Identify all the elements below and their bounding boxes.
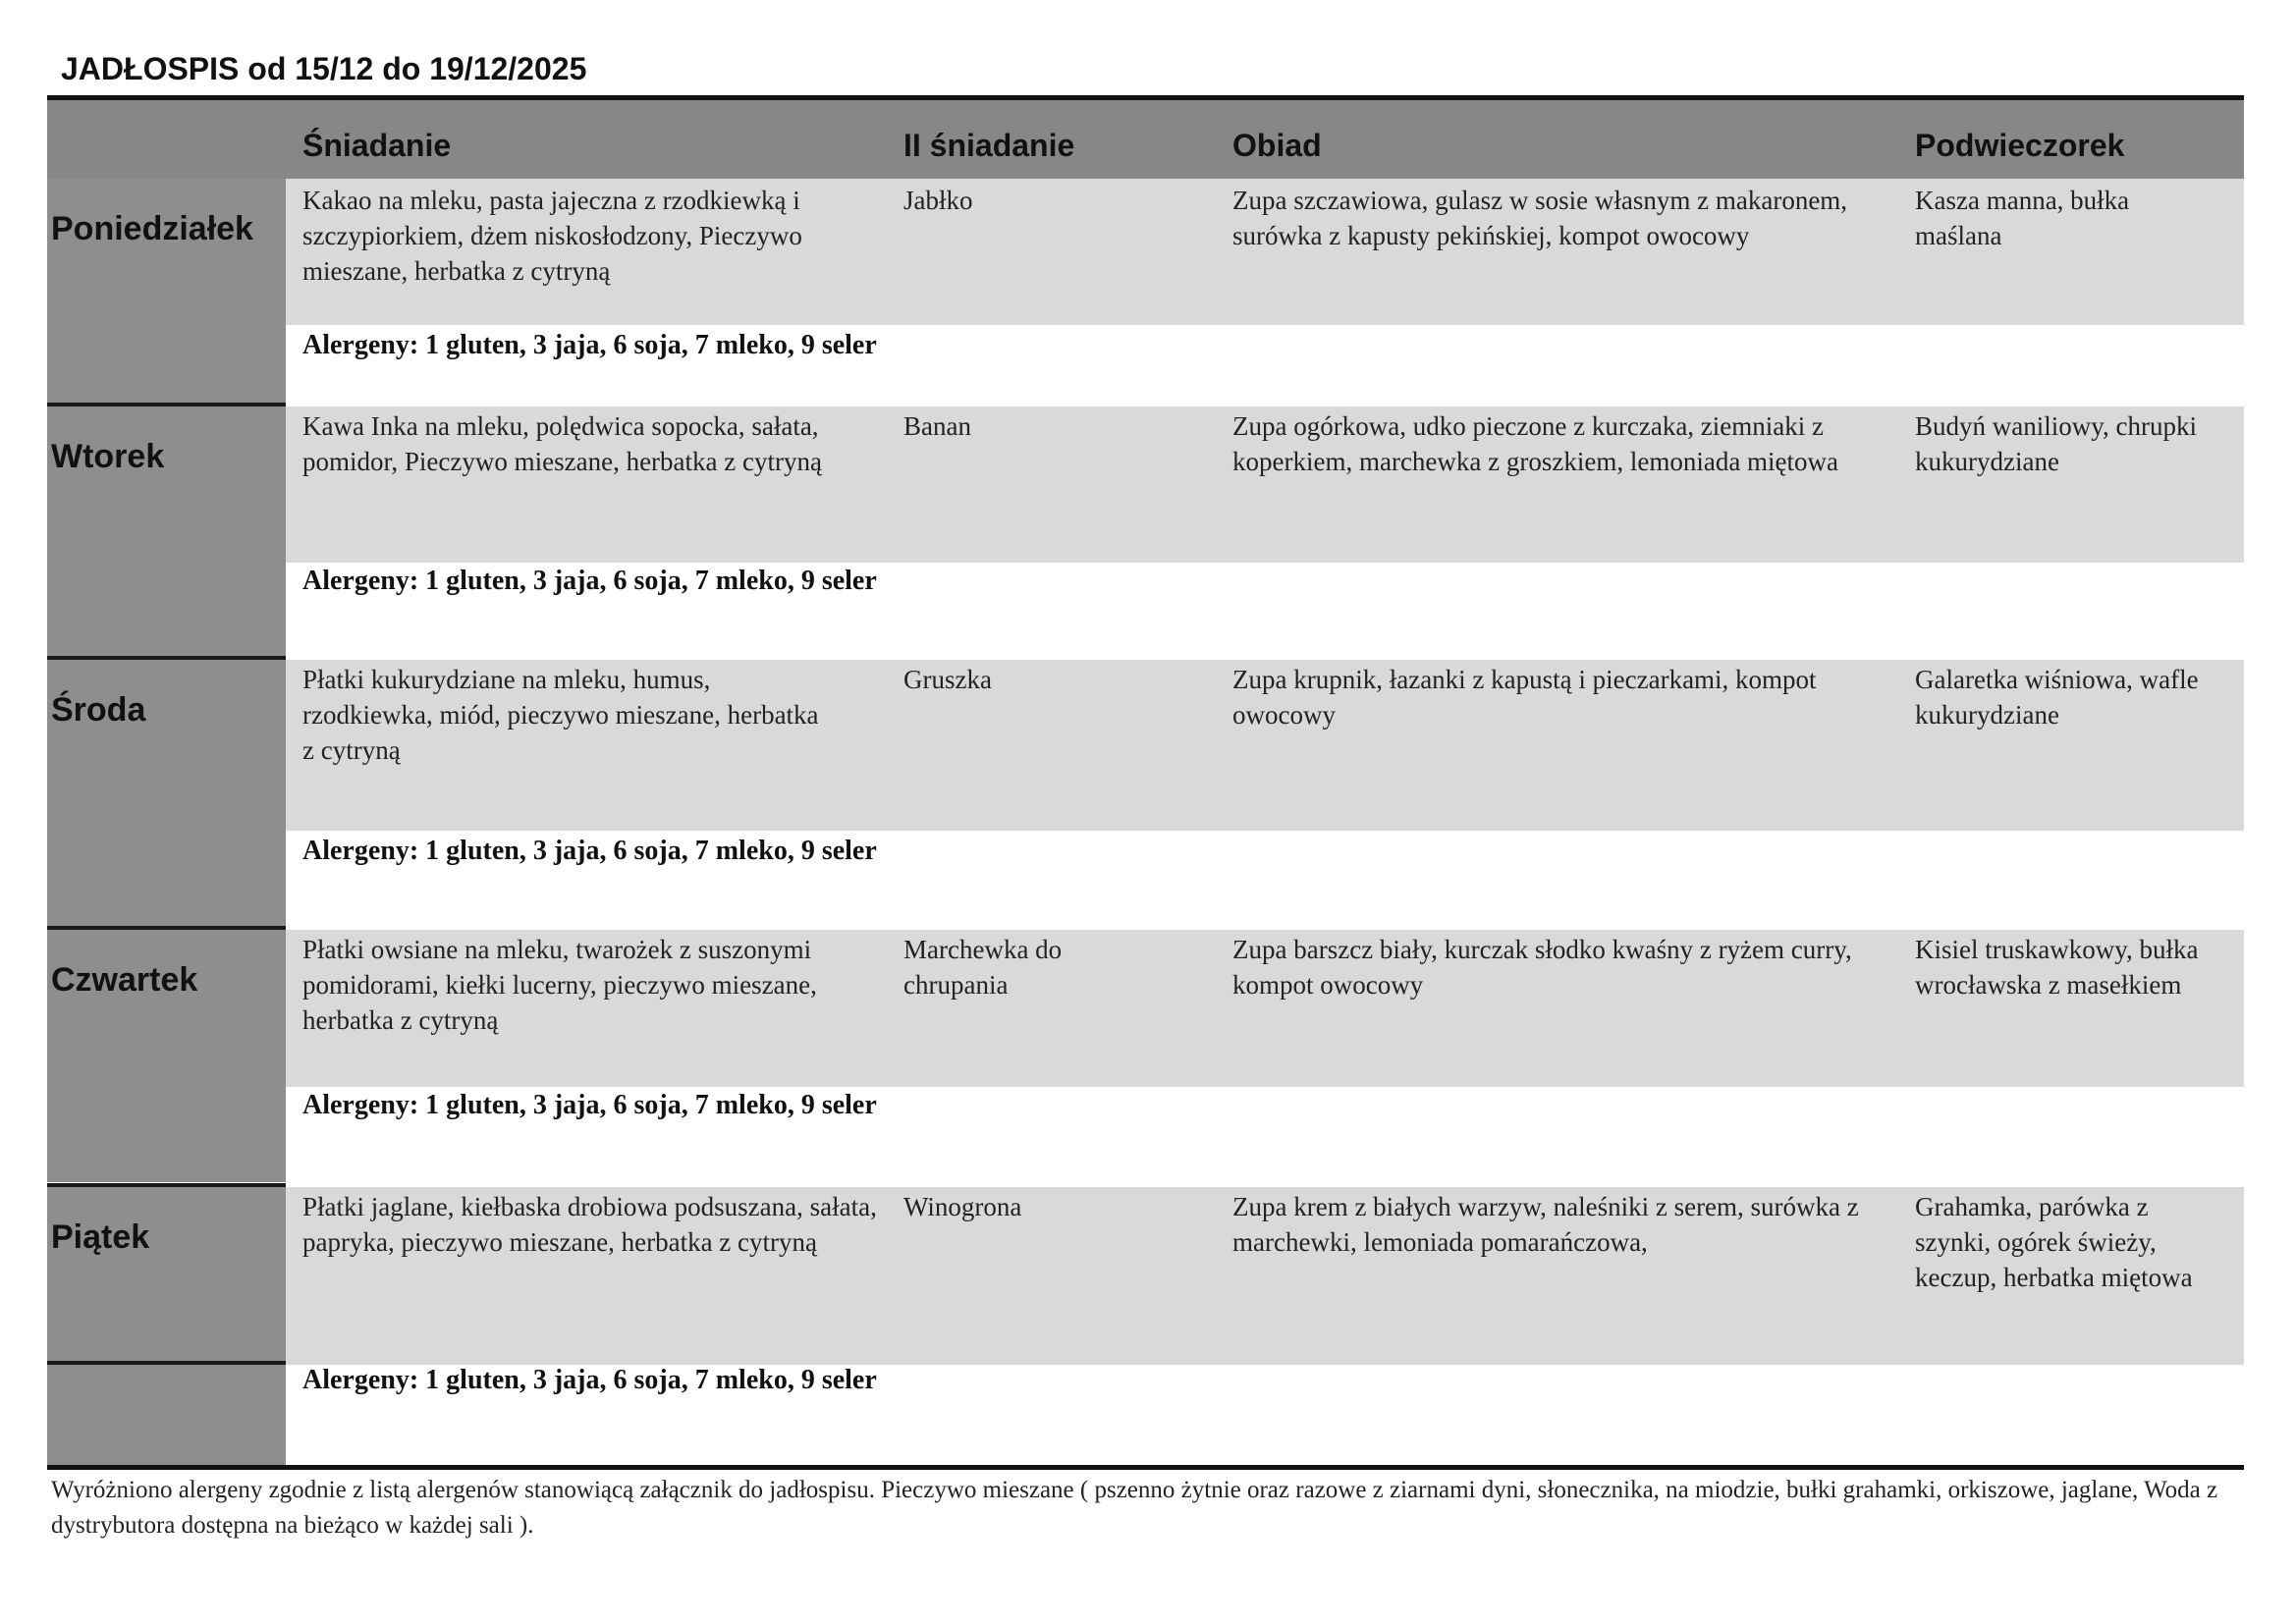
lunch-cell-tuesday: Zupa ogórkowa, udko pieczone z kurczaka, ziemniaki z koperkiem, marchewka z groszkiem, lemoniada miętowa	[1232, 411, 1839, 476]
snack-cell-monday: Kasza manna, bułka maślana	[1915, 186, 2130, 250]
bottom-divider	[47, 1465, 2244, 1470]
allergens-monday: Alergeny: 1 gluten, 3 jaja, 6 soja, 7 mleko, 9 seler	[302, 330, 877, 360]
snack-cell-friday: Grahamka, parówka z szynki, ogórek świeży, keczup, herbatka miętowa	[1915, 1192, 2193, 1292]
breakfast-cell-friday: Płatki jaglane, kiełbaska drobiowa podsuszana, sałata, papryka, pieczywo mieszane, herbatka z cytryną	[302, 1192, 877, 1257]
breakfast-cell-thursday: Płatki owsiane na mleku, twarożek z suszonymi pomidorami, kiełki lucerny, pieczywo mieszane, herbatka z cytryną	[302, 935, 817, 1035]
day-name-friday: Piątek	[51, 1218, 150, 1256]
snack-cell-tuesday: Budyń waniliowy, chrupki kukurydziane	[1915, 411, 2197, 476]
snack-cell-wednesday: Galaretka wiśniowa, wafle kukurydziane	[1915, 665, 2199, 730]
lunch-cell-monday: Zupa szczawiowa, gulasz w sosie własnym z makaronem, surówka z kapusty pekińskiej, kompot owocowy	[1232, 186, 1848, 250]
second-breakfast-cell-wednesday: Gruszka	[903, 665, 992, 694]
lunch-cell-wednesday: Zupa krupnik, łazanki z kapustą i pieczarkami, kompot owocowy	[1232, 665, 1817, 730]
second-breakfast-cell-tuesday: Banan	[903, 411, 971, 441]
day-name-wednesday: Środa	[51, 691, 146, 729]
allergens-thursday: Alergeny: 1 gluten, 3 jaja, 6 soja, 7 mleko, 9 seler	[302, 1090, 877, 1120]
footnote: Wyróżniono alergeny zgodnie z listą alergenów stanowiącą załącznik do jadłospisu. Pieczywo mieszane ( pszenno żytnie oraz razowe z ziarnami dyni, słonecznika, na miodzie, bułki grahamki, orkiszowe, jaglane, Woda z dystrybutora dostępna na bieżąco w każdej sali ).	[51, 1477, 2218, 1539]
column-header-snack: Podwieczorek	[1915, 128, 2125, 163]
second-breakfast-cell-friday: Winogrona	[903, 1192, 1022, 1221]
snack-cell-thursday: Kisiel truskawkowy, bułka wrocławska z masełkiem	[1915, 935, 2199, 1000]
allergens-tuesday: Alergeny: 1 gluten, 3 jaja, 6 soja, 7 mleko, 9 seler	[302, 566, 877, 596]
second-breakfast-cell-monday: Jabłko	[903, 186, 973, 215]
lunch-cell-thursday: Zupa barszcz biały, kurczak słodko kwaśny z ryżem curry, kompot owocowy	[1232, 935, 1852, 1000]
day-name-tuesday: Wtorek	[51, 438, 165, 475]
second-breakfast-cell-thursday: Marchewka do chrupania	[903, 935, 1063, 1000]
allergens-friday: Alergeny: 1 gluten, 3 jaja, 6 soja, 7 mleko, 9 seler	[302, 1365, 877, 1395]
page-title: JADŁOSPIS od 15/12 do 19/12/2025	[61, 51, 587, 86]
breakfast-cell-monday: Kakao na mleku, pasta jajeczna z rzodkiewką i szczypiorkiem, dżem niskosłodzony, Pieczywo mieszane, herbatka z cytryną	[302, 186, 802, 286]
allergens-wednesday: Alergeny: 1 gluten, 3 jaja, 6 soja, 7 mleko, 9 seler	[302, 836, 877, 866]
day-divider	[47, 1361, 286, 1365]
column-header-second-breakfast: II śniadanie	[903, 128, 1075, 163]
column-header-breakfast: Śniadanie	[302, 128, 452, 163]
column-header-lunch: Obiad	[1232, 128, 1322, 163]
day-name-thursday: Czwartek	[51, 961, 198, 999]
breakfast-cell-wednesday: Płatki kukurydziane na mleku, humus, rzodkiewka, miód, pieczywo mieszane, herbatka z cytryną	[302, 665, 819, 765]
breakfast-cell-tuesday: Kawa Inka na mleku, polędwica sopocka, sałata, pomidor, Pieczywo mieszane, herbatka z cytryną	[302, 411, 822, 476]
lunch-cell-friday: Zupa krem z białych warzyw, naleśniki z serem, surówka z marchewki, lemoniada pomarańczowa,	[1232, 1192, 1859, 1257]
day-name-monday: Poniedziałek	[51, 210, 253, 247]
